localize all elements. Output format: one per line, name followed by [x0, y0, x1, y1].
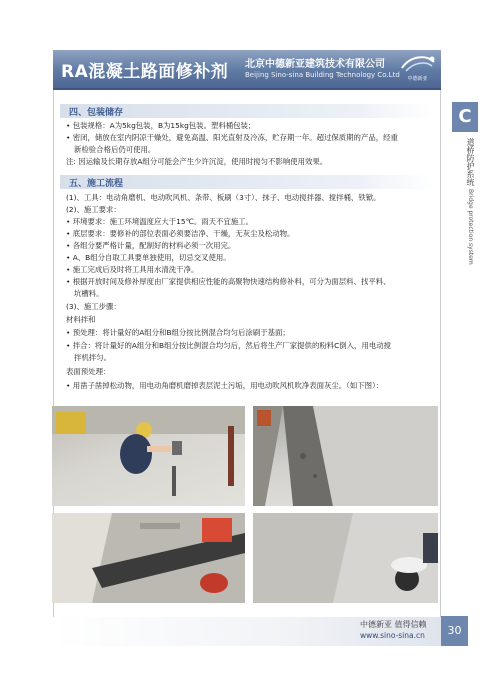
section-heading-process: [60, 175, 434, 189]
text-line: • 拌合：将计量好的A组分和B组分按比例混合均匀后，然后将生产厂家提供的粉料C倒入，用电动搅: [66, 341, 392, 350]
photo-grinding: [253, 406, 438, 506]
section-title-packaging: 四、包装储存: [69, 108, 124, 118]
side-tab-en: Bridge protection system: [467, 188, 474, 265]
text-line: 拌机拌匀。: [74, 353, 111, 362]
text-line: (2)、施工要求：: [66, 205, 121, 214]
company-logo: [396, 52, 439, 86]
text-line: • 各组分要严格计量，配制好的材料必须一次用完。: [66, 241, 236, 250]
side-tab-label: [456, 138, 476, 265]
section-title-process: 五、施工流程: [69, 179, 124, 189]
photo-chiseling: [52, 406, 245, 506]
text-line: (1)、工具：电动角磨机、电动吹风机、条带、板刷（3寸）、抹子、电动搅拌器、搅拌桶、铁锨。: [66, 193, 381, 202]
page-title: RA混凝土路面修补剂: [61, 62, 229, 82]
side-tab-cn: 道桥防护系统: [466, 138, 475, 186]
text-line: • 施工完成后及时将工具用水清洗干净。: [66, 265, 199, 274]
company-name-cn: 北京中德新亚建筑技术有限公司: [245, 59, 385, 70]
page-number: 30: [441, 616, 468, 646]
text-line: 材料拌和: [66, 315, 96, 324]
text-line: • A、B组分自取工具要单独使用，切忌交叉使用。: [66, 253, 231, 262]
text-line: 新检验合格后仍可使用。: [74, 145, 156, 154]
text-line: (3)、施工步骤：: [66, 302, 121, 311]
text-line: • 包装规格：A为5kg包装，B为15kg包装。塑料桶包装；: [66, 121, 256, 130]
text-line: • 用凿子凿掉松动物，用电动角磨机磨掉表层泥土污垢，用电动吹风机吹净表面灰尘。（如下图）：: [66, 381, 384, 390]
section-heading-packaging: [60, 104, 434, 118]
text-line: • 环境要求：施工环境温度应大于15℃。雨天不宜施工。: [66, 217, 254, 226]
text-line: • 根据开放时间及修补厚度由厂家提供相应性能的高聚物快速结构修补料，可分为面层料、找平料、: [66, 277, 391, 286]
page-header: [53, 50, 441, 90]
logo-icon: [396, 52, 439, 76]
photo-surface-prep: [253, 513, 438, 603]
text-line: • 底层要求：要修补的部位表面必须要洁净、干燥，无灰尘及松动物。: [66, 229, 295, 238]
photo-blowing: [52, 513, 245, 603]
footer-website: www.sino-sina.cn: [360, 631, 425, 640]
logo-text: 中德新亚: [407, 76, 428, 82]
text-line: • 密闭，储放在室内阴凉干燥处，避免高温、阳光直射及冷冻，贮存期一年。超过保质期的产品，经重: [66, 133, 398, 142]
text-line: 注: 因运输及长期存放A组分可能会产生少许沉淀，使用时搅匀不影响使用效果。: [66, 157, 328, 166]
text-line: • 预处理：将计量好的A组分和B组分按比例混合均匀后涂刷于基面；: [66, 328, 290, 337]
text-line: 表面预处理：: [66, 367, 111, 376]
company-name-en: Beijing Sino-sina Building Technology Co.Ltd: [245, 71, 400, 79]
text-line: 坑槽料。: [74, 289, 104, 298]
footer-slogan: 中德新亚 值得信赖: [360, 620, 427, 629]
side-tab-letter: C: [452, 102, 478, 132]
